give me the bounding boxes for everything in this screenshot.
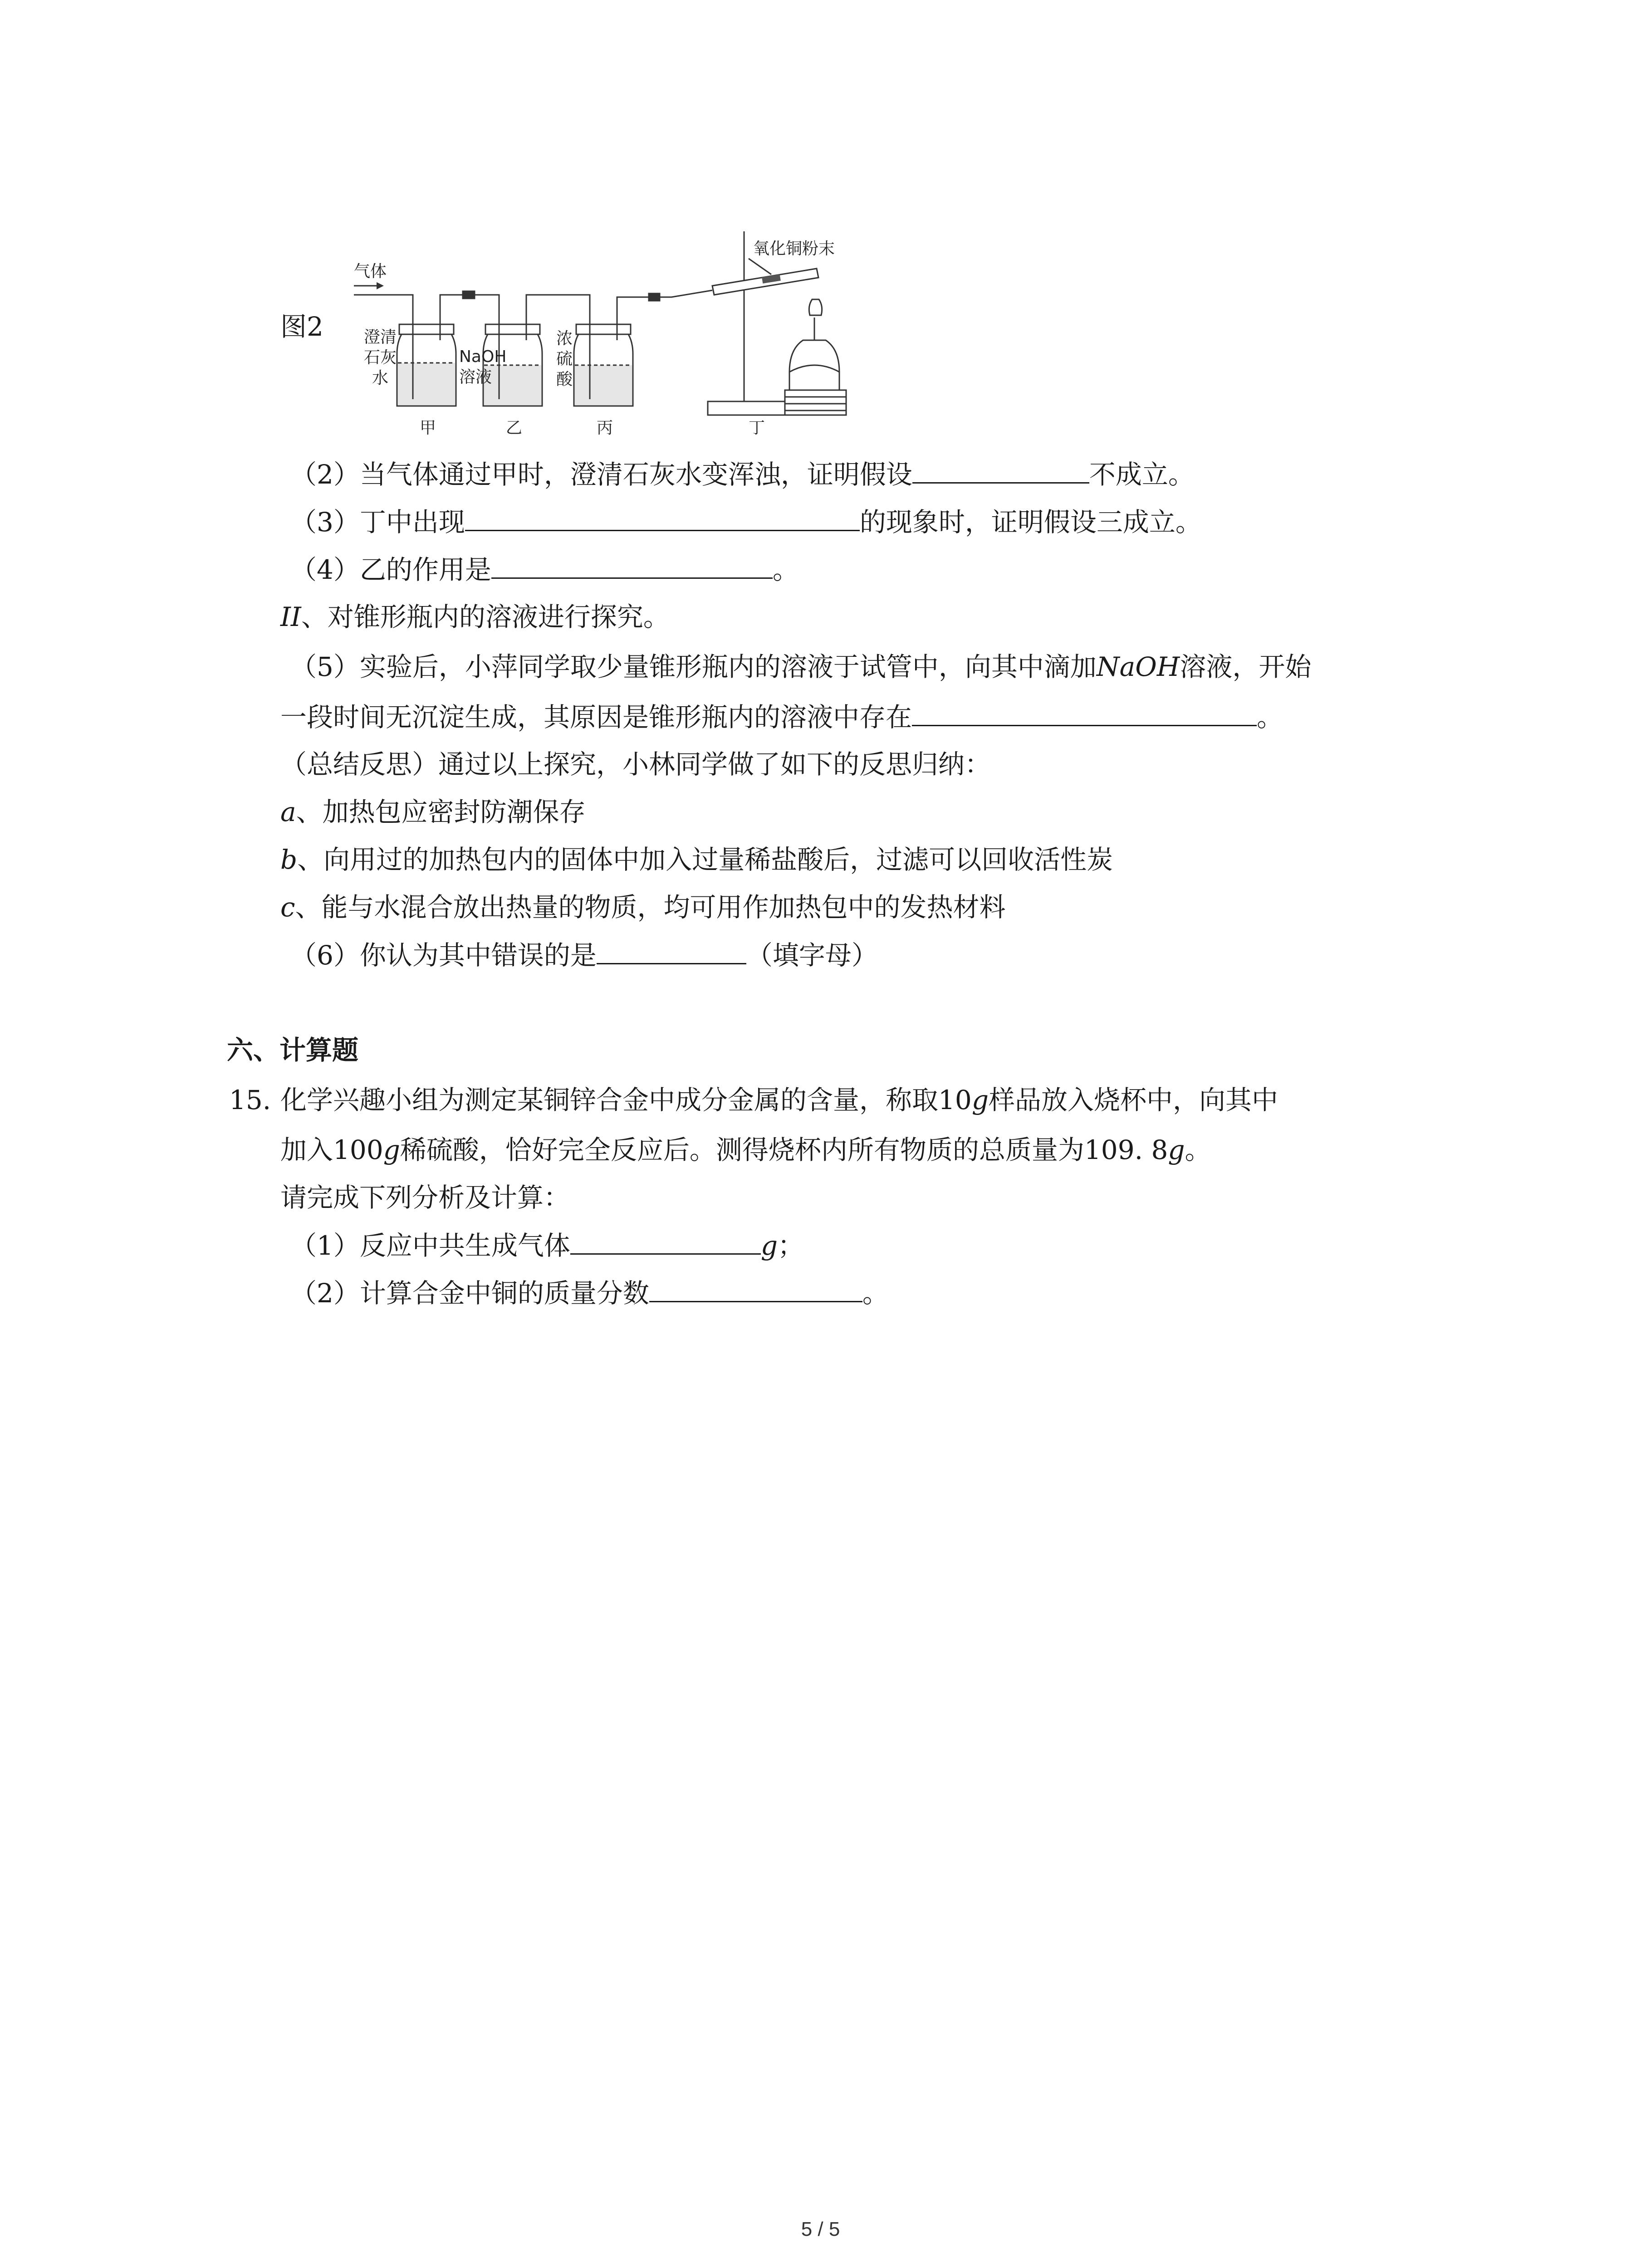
figure-label: 图2 [280, 311, 323, 342]
alcohol-lamp [789, 299, 839, 390]
answer-blank-15-2[interactable] [649, 1275, 862, 1302]
question-15-instruction: 请完成下列分析及计算： [280, 1182, 570, 1213]
gas-label: 气体 [354, 262, 387, 281]
question-15-sub-2: （2）计算合金中铜的质量分数 。 [290, 1275, 889, 1311]
bing-reagent-3: 酸 [556, 370, 573, 389]
apparatus-diagram [354, 227, 894, 435]
answer-blank-6[interactable] [597, 937, 746, 964]
jia-reagent-3: 水 [372, 369, 389, 387]
iron-stand [708, 231, 785, 415]
cuo-label: 氧化铜粉末 [753, 240, 835, 258]
reflection-intro: （总结反思）通过以上探究，小林同学做了如下的反思归纳： [280, 749, 991, 780]
answer-blank-2[interactable] [912, 456, 1089, 484]
bottle-label-ding: 丁 [749, 419, 765, 435]
bottle-label-bing: 丙 [597, 419, 613, 435]
question-15-line-1: 化学兴趣小组为测定某铜锌合金中成分金属的含量，称取10g样品放入烧杯中，向其中 [280, 1085, 1278, 1115]
bottle-jia [397, 320, 456, 406]
answer-blank-4[interactable] [491, 551, 773, 579]
question-15-sub-1: （1）反应中共生成气体 g； [290, 1227, 804, 1264]
bottle-bing [574, 320, 633, 406]
part-2-heading: II、对锥形瓶内的溶液进行探究。 [280, 601, 670, 632]
page-number: 5 / 5 [801, 2218, 840, 2240]
question-5-line-2: 一段时间无沉淀生成，其原因是锥形瓶内的溶液中存在 。 [280, 699, 1283, 735]
bing-reagent-1: 浓 [556, 329, 573, 348]
question-15-line-2: 加入100g稀硫酸，恰好完全反应后。测得烧杯内所有物质的总质量为109. 8g。 [280, 1134, 1211, 1165]
question-2: （2）当气体通过甲时，澄清石灰水变浑浊，证明假设 不成立。 [290, 456, 1195, 493]
jia-reagent-1: 澄清 [364, 328, 397, 347]
question-5-line-1: （5）实验后，小萍同学取少量锥形瓶内的溶液于试管中，向其中滴加NaOH溶液，开始 [290, 651, 1312, 682]
reflection-item-c: c、能与水混合放出热量的物质，均可用作加热包中的发热材料 [280, 892, 1006, 923]
answer-blank-3[interactable] [465, 503, 860, 531]
answer-blank-5[interactable] [912, 699, 1257, 726]
question-6: （6）你认为其中错误的是 （填字母） [290, 937, 878, 973]
glass-tube [712, 269, 818, 295]
wooden-block [785, 390, 846, 415]
reflection-item-b: b、向用过的加热包内的固体中加入过量稀盐酸后，过滤可以回收活性炭 [280, 844, 1113, 875]
bottle-label-yi: 乙 [506, 419, 523, 435]
jia-reagent-2: 石灰 [364, 348, 397, 367]
yi-reagent-1: NaOH [459, 347, 507, 366]
section-6-title: 六、计算题 [227, 1035, 359, 1066]
question-15-number: 15. [229, 1085, 271, 1115]
yi-reagent-2: 溶液 [459, 368, 492, 386]
reflection-item-a: a、加热包应密封防潮保存 [280, 797, 586, 827]
question-4: （4）乙的作用是 。 [290, 551, 799, 588]
bottle-label-jia: 甲 [420, 419, 436, 435]
bing-reagent-2: 硫 [556, 350, 573, 368]
question-3: （3）丁中出现 的现象时，证明假设三成立。 [290, 503, 1202, 540]
answer-blank-15-1[interactable] [570, 1227, 761, 1255]
